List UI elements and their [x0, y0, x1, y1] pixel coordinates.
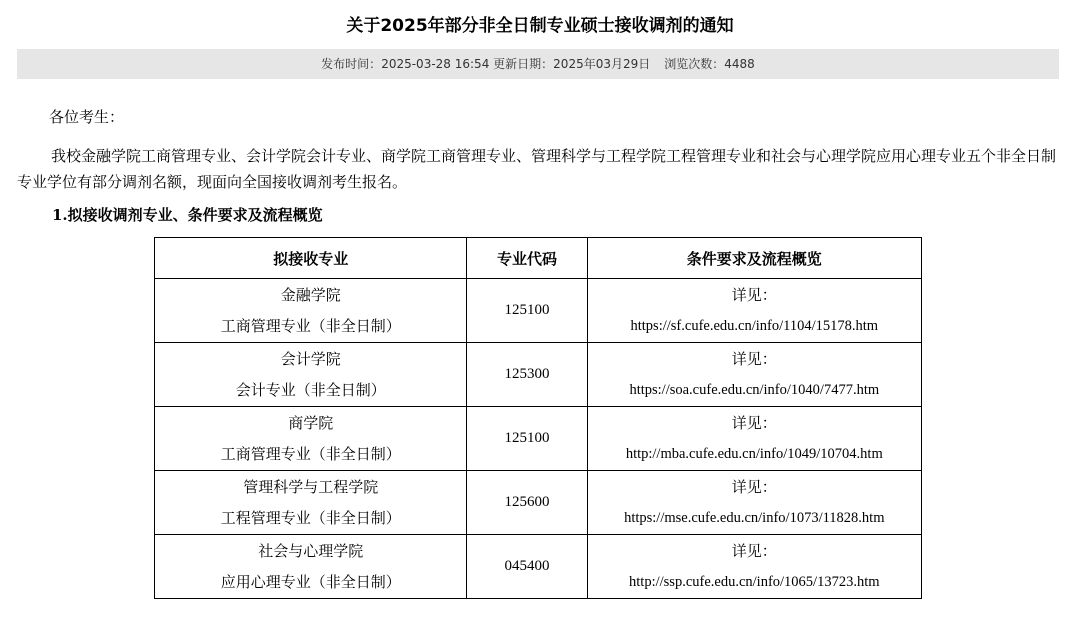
publish-time: 2025-03-28 16:54 [381, 57, 490, 71]
table-row [155, 471, 922, 535]
school-name: 会计学院 [280, 349, 341, 368]
page-title: 关于2025年部分非全日制专业硕士接收调剂的通知 [346, 16, 734, 36]
article-meta-bar [17, 49, 1059, 79]
major-code: 125600 [467, 471, 587, 535]
requirements-cell [587, 471, 921, 535]
major-name: 工商管理专业（非全日制） [220, 316, 401, 335]
major-name: 工程管理专业（非全日制） [220, 508, 401, 527]
major-name: 应用心理专业（非全日制） [220, 572, 401, 591]
requirements-link[interactable]: https://mse.cufe.edu.cn/info/1073/11828.htm [624, 509, 885, 526]
section-number: 1. [52, 206, 68, 224]
see-label: 详见： [731, 477, 777, 496]
see-label: 详见： [731, 413, 777, 432]
major-name: 会计专业（非全日制） [235, 380, 386, 399]
major-code: 125100 [467, 407, 587, 471]
section-title: 拟接收调剂专业、条件要求及流程概览 [67, 206, 323, 224]
requirements-cell [587, 407, 921, 471]
requirements-link[interactable]: https://soa.cufe.edu.cn/info/1040/7477.htm [629, 381, 880, 398]
table-row [155, 407, 922, 471]
requirements-cell [587, 535, 921, 599]
requirements-cell [587, 279, 921, 343]
major-code: 125300 [467, 343, 587, 407]
requirements-cell [587, 343, 921, 407]
table-row [155, 535, 922, 599]
greeting: 各位考生： [49, 108, 125, 126]
see-label: 详见： [731, 349, 777, 368]
header-code: 专业代码 [467, 238, 587, 279]
major-code: 125100 [467, 279, 587, 343]
view-count-label: 浏览次数： [664, 57, 725, 71]
requirements-link[interactable]: http://mba.cufe.edu.cn/info/1049/10704.htm [625, 445, 883, 462]
majors-table [154, 237, 922, 599]
section-heading [52, 203, 323, 227]
school-name: 管理科学与工程学院 [243, 477, 379, 496]
header-requirements: 条件要求及流程概览 [587, 238, 921, 279]
see-label: 详见： [731, 541, 777, 560]
update-date-label: 更新日期： [493, 57, 554, 71]
table-row [155, 279, 922, 343]
view-count: 4488 [724, 57, 755, 71]
school-name: 金融学院 [280, 285, 341, 304]
update-date: 2025年03月29日 [553, 57, 651, 71]
major-name: 工商管理专业（非全日制） [220, 444, 401, 463]
major-cell [155, 343, 467, 407]
school-name: 社会与心理学院 [258, 541, 364, 560]
major-cell [155, 407, 467, 471]
major-cell [155, 279, 467, 343]
see-label: 详见： [731, 285, 777, 304]
requirements-link[interactable]: https://sf.cufe.edu.cn/info/1104/15178.htm [630, 317, 879, 334]
major-cell [155, 535, 467, 599]
school-name: 商学院 [288, 413, 334, 432]
header-major: 拟接收专业 [155, 238, 467, 279]
major-code: 045400 [467, 535, 587, 599]
requirements-link[interactable]: http://ssp.cufe.edu.cn/info/1065/13723.htm [629, 573, 880, 590]
publish-time-label: 发布时间： [321, 57, 382, 71]
intro-paragraph: 我校金融学院工商管理专业、会计学院会计专业、商学院工商管理专业、管理科学与工程学院工程管理专业和社会与心理学院应用心理专业五个非全日制专业学位有部分调剂名额，现面向全国接收调剂考生报名。 [17, 147, 1057, 191]
table-header-row [155, 238, 922, 279]
major-cell [155, 471, 467, 535]
table-row [155, 343, 922, 407]
